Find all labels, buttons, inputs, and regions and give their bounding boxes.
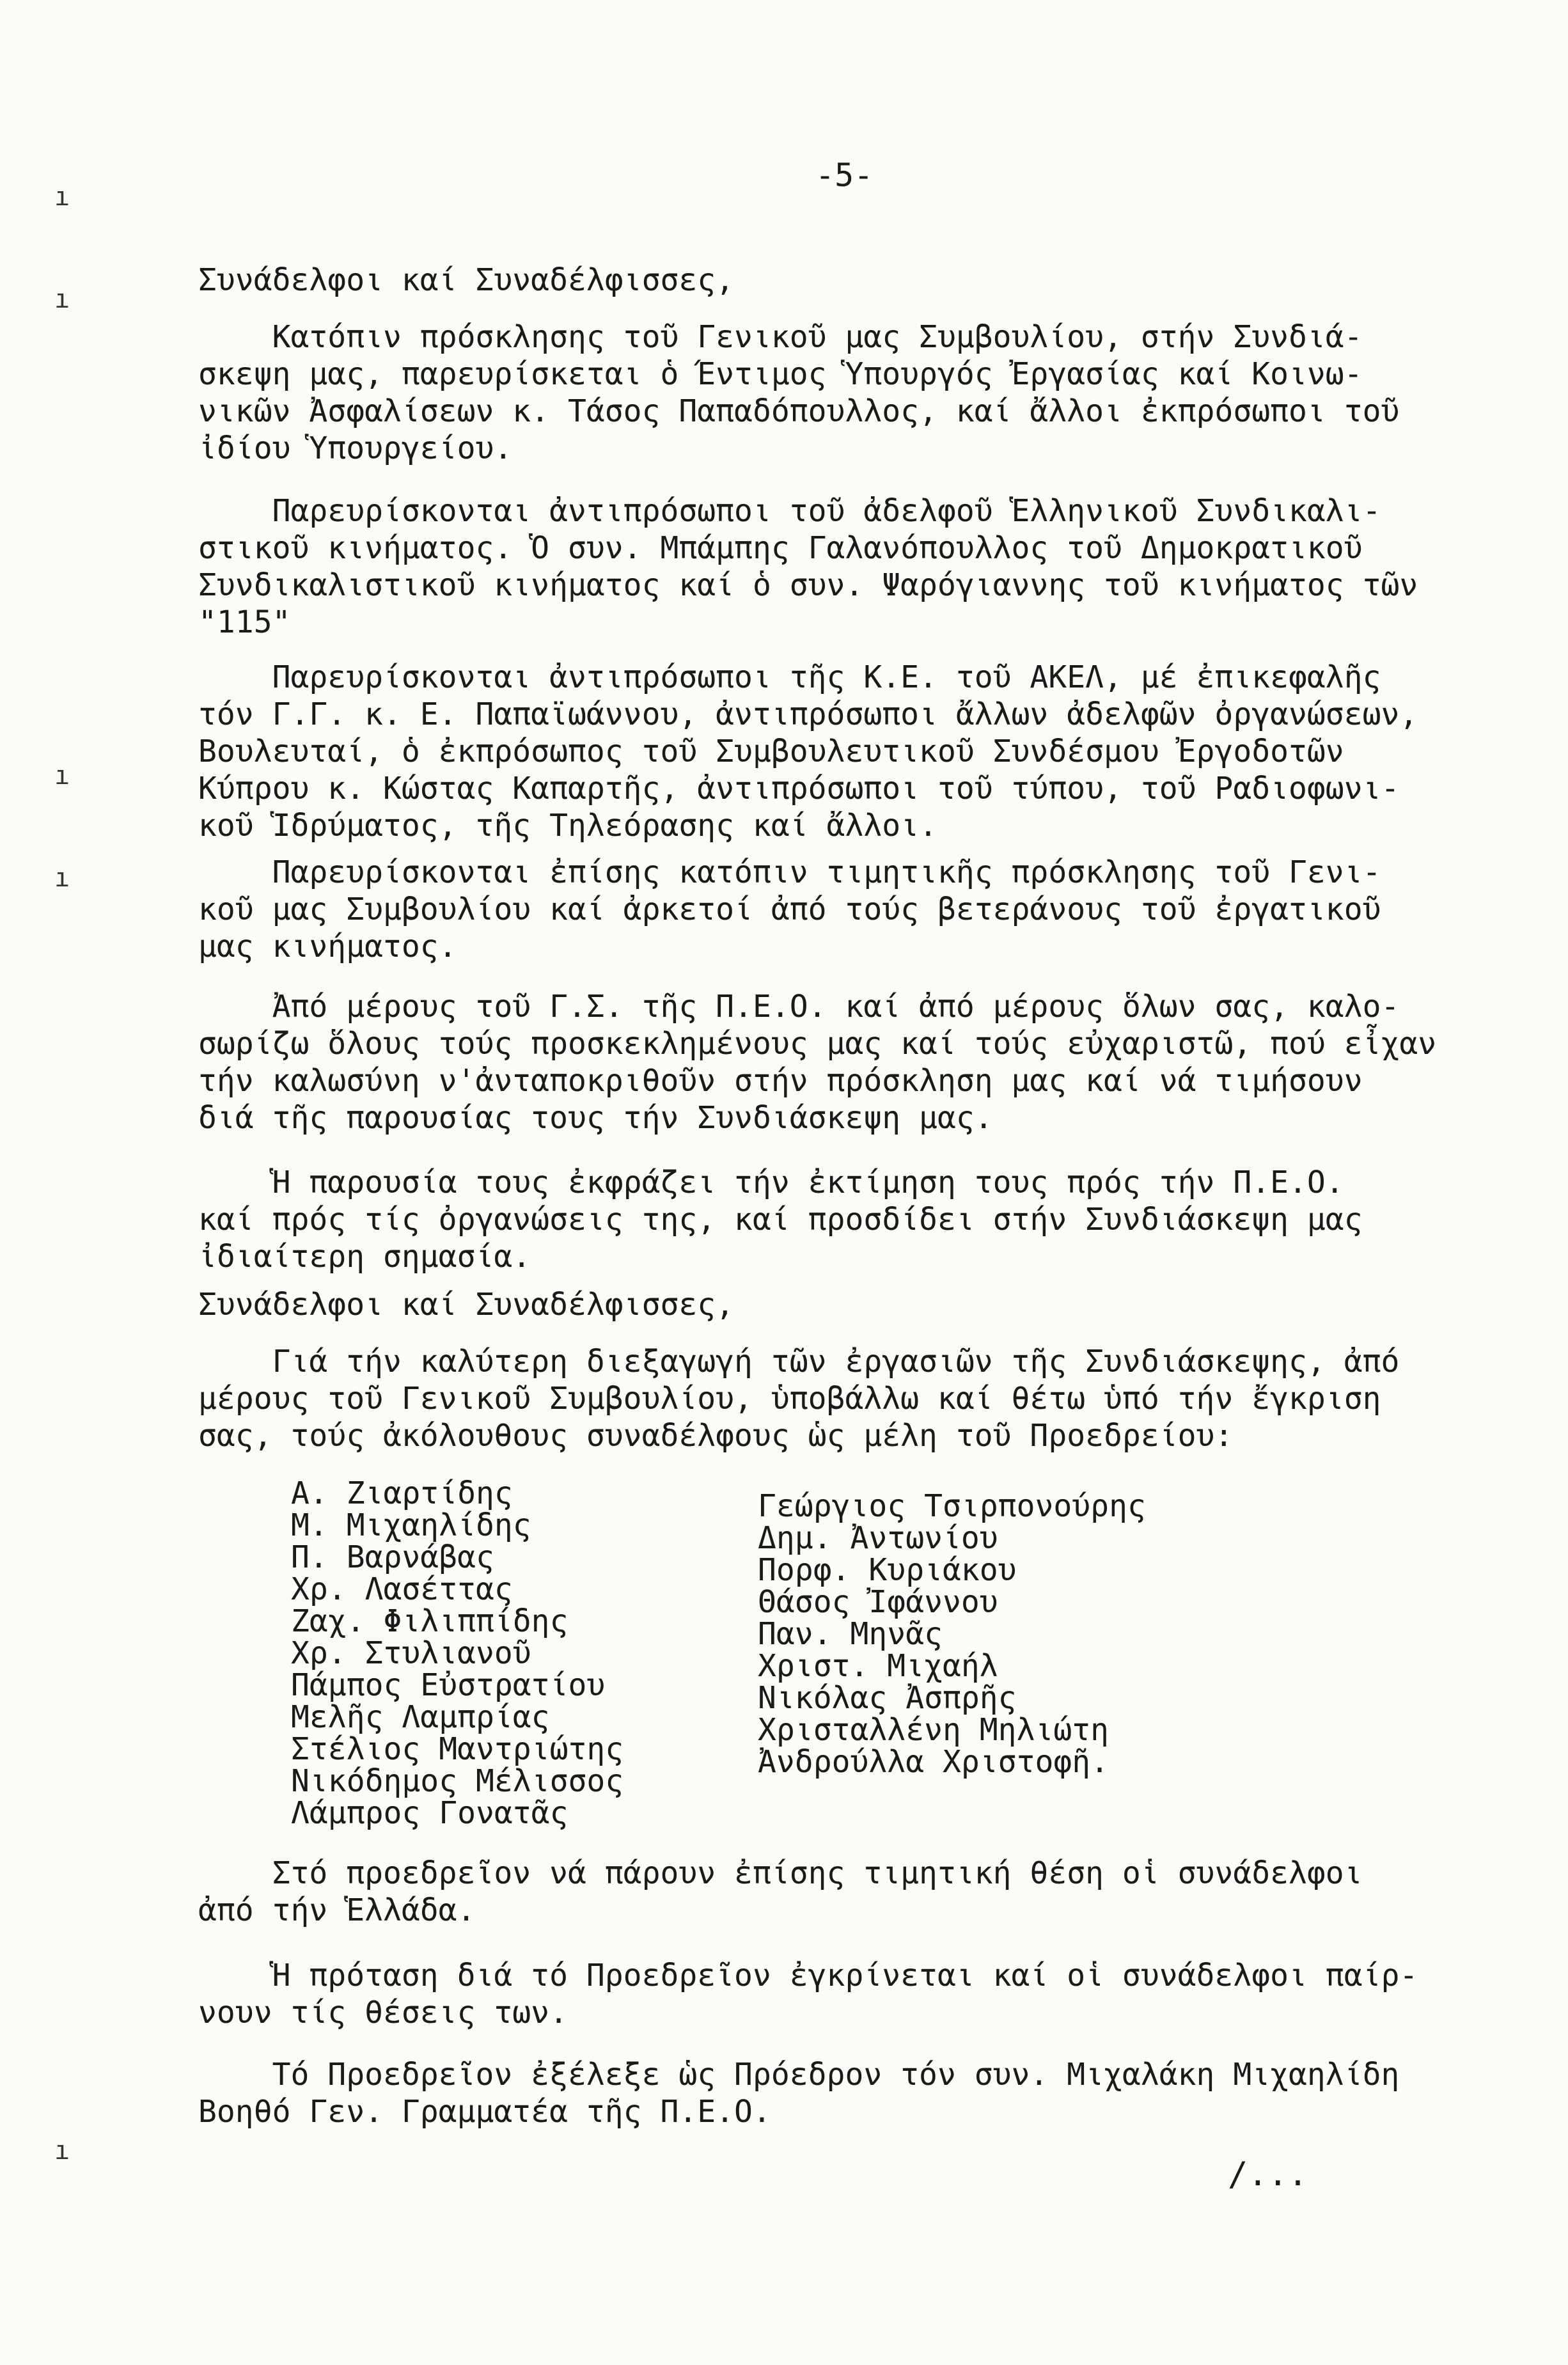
text-line: μας κινήματος.	[198, 929, 457, 964]
member-name: Παν. Μηνᾶς	[758, 1616, 943, 1652]
continuation-mark: /...	[1228, 2155, 1308, 2194]
text-line: "115"	[198, 604, 291, 640]
member-name: Ἀνδρούλλα Χριστοφῆ.	[758, 1744, 1109, 1780]
member-name: Στέλιος Μαντριώτης	[291, 1731, 624, 1767]
text-line: κοῦ μας Συμβουλίου καί ἀρκετοί ἀπό τούς βετεράνους τοῦ ἐργατικοῦ	[198, 892, 1381, 927]
members-left-column	[291, 1477, 623, 1829]
salutation: Συνάδελφοι καί Συναδέλφισσες,	[198, 262, 735, 298]
text-line: μέρους τοῦ Γενικοῦ Συμβουλίου, ὑποβάλλω καί θέτω ὑπό τήν ἔγκριση	[198, 1381, 1381, 1417]
text-line: Βουλευταί, ὁ ἐκπρόσωπος τοῦ Συμβουλευτικοῦ Συνδέσμου Ἐργοδοτῶν	[198, 734, 1344, 769]
text-line: Ἡ πρόταση διά τό Προεδρεῖον ἐγκρίνεται καί οἱ συνάδελφοι παίρ-	[198, 1958, 1418, 1993]
paragraph-6	[198, 1164, 1509, 1275]
paragraph-3	[198, 659, 1509, 844]
text-line: διά τῆς παρουσίας τους τήν Συνδιάσκεψη μας.	[198, 1100, 993, 1136]
text-line: Παρευρίσκονται ἐπίσης κατόπιν τιμητικῆς πρόσκλησης τοῦ Γενι-	[198, 854, 1381, 890]
text-line: Γιά τήν καλύτερη διεξαγωγή τῶν ἐργασιῶν τῆς Συνδιάσκεψης, ἀπό	[198, 1344, 1400, 1379]
margin-mark: ı	[54, 863, 70, 893]
member-name: Πάμπος Εὐστρατίου	[291, 1667, 606, 1703]
closing-paragraph-1	[198, 1855, 1509, 1929]
text-line: Κατόπιν πρόσκλησης τοῦ Γενικοῦ μας Συμβουλίου, στήν Συνδιά-	[198, 319, 1363, 355]
member-name: Δημ. Ἀντωνίου	[758, 1520, 998, 1556]
member-name: Π. Βαρνάβας	[291, 1539, 494, 1575]
text-line: νουν τίς θέσεις των.	[198, 1995, 568, 2031]
text-line: Συνδικαλιστικοῦ κινήματος καί ὁ συν. Ψαρόγιαννης τοῦ κινήματος τῶν	[198, 567, 1418, 603]
text-line: σωρίζω ὅλους τούς προσκεκλημένους μας καί τούς εὐχαριστῶ, πού εἶχαν	[198, 1026, 1437, 1062]
paragraph-2	[198, 492, 1509, 641]
text-line: Παρευρίσκονται ἀντιπρόσωποι τοῦ ἀδελφοῦ Ἑλληνικοῦ Συνδικαλι-	[198, 493, 1381, 529]
paragraph-4	[198, 854, 1509, 965]
closing-paragraph-2	[198, 1957, 1509, 2031]
paragraph-1	[198, 318, 1509, 467]
member-name: Νικόλας Ἀσπρῆς	[758, 1680, 1017, 1716]
text-line: σκεψη μας, παρευρίσκεται ὁ Έντιμος Ὑπουργός Ἐργασίας καί Κοινω-	[198, 356, 1363, 392]
paragraph-5	[198, 988, 1509, 1136]
proposal-paragraph	[198, 1343, 1509, 1454]
margin-mark: ı	[54, 2136, 70, 2165]
text-line: Στό προεδρεῖον νά πάρουν ἐπίσης τιμητική θέση οἱ συνάδελφοι	[198, 1855, 1363, 1891]
text-line: στικοῦ κινήματος. Ὁ συν. Μπάμπης Γαλανόπουλλος τοῦ Δημοκρατικοῦ	[198, 530, 1363, 566]
text-line: καί πρός τίς ὀργανώσεις της, καί προσδίδει στήν Συνδιάσκεψη μας	[198, 1202, 1363, 1238]
member-name: Νικόδημος Μέλισσος	[291, 1763, 624, 1799]
member-name: Μ. Μιχαηλίδης	[291, 1507, 531, 1543]
member-name: Μελῆς Λαμπρίας	[291, 1699, 550, 1735]
text-line: τήν καλωσύνη ν'ἀνταποκριθοῦν στήν πρόσκληση μας καί νά τιμήσουν	[198, 1063, 1363, 1099]
text-line: Ἡ παρουσία τους ἐκφράζει τήν ἐκτίμηση τους πρός τήν Π.Ε.Ο.	[198, 1165, 1344, 1200]
margin-mark: ı	[54, 182, 70, 212]
text-line: ἰδιαίτερη σημασία.	[198, 1239, 531, 1275]
member-name: Θάσος Ἰφάννου	[758, 1584, 998, 1620]
member-name: Α. Ζιαρτίδης	[291, 1475, 513, 1511]
closing-paragraph-3	[198, 2056, 1509, 2130]
text-line: Βοηθό Γεν. Γραμματέα τῆς Π.Ε.Ο.	[198, 2094, 771, 2130]
text-line: κοῦ Ἱδρύματος, τῆς Τηλεόρασης καί ἄλλοι.	[198, 808, 937, 844]
salutation: Συνάδελφοι καί Συναδέλφισσες,	[198, 1287, 735, 1323]
member-name: Ζαχ. Φιλιππίδης	[291, 1603, 568, 1639]
member-name: Χρ. Στυλιανοῦ	[291, 1635, 531, 1671]
margin-mark: ı	[54, 285, 70, 314]
text-line: Παρευρίσκονται ἀντιπρόσωποι τῆς Κ.Ε. τοῦ ΑΚΕΛ, μέ ἐπικεφαλῆς	[198, 659, 1381, 695]
member-name: Χρ. Λασέττας	[291, 1571, 513, 1607]
member-name: Χρισταλλένη Μηλιώτη	[758, 1712, 1109, 1748]
member-name: Χριστ. Μιχαήλ	[758, 1648, 998, 1684]
text-line: Ἀπό μέρους τοῦ Γ.Σ. τῆς Π.Ε.Ο. καί ἀπό μέρους ὅλων σας, καλο-	[198, 989, 1400, 1025]
member-name: Λάμπρος Γονατᾶς	[291, 1795, 568, 1831]
text-line: ἀπό τήν Ἑλλάδα.	[198, 1892, 476, 1928]
text-line: Κύπρου κ. Κώστας Καπαρτῆς, ἀντιπρόσωποι τοῦ τύπου, τοῦ Ραδιοφωνι-	[198, 771, 1400, 806]
text-line: Τό Προεδρεῖον ἐξέλεξε ὡς Πρόεδρον τόν συν. Μιχαλάκη Μιχαηλίδη	[198, 2057, 1400, 2093]
page-number: -5-	[815, 157, 874, 194]
member-name: Γεώργιος Τσιρπονούρης	[758, 1488, 1146, 1524]
margin-mark: ı	[54, 761, 70, 790]
text-line: νικῶν Ἀσφαλίσεων κ. Τάσος Παπαδόπουλλος, καί ἄλλοι ἐκπρόσωποι τοῦ	[198, 393, 1400, 429]
members-right-column	[758, 1490, 1146, 1778]
text-line: σας, τούς ἀκόλουθους συναδέλφους ὡς μέλη τοῦ Προεδρείου:	[198, 1418, 1234, 1454]
text-line: ἰδίου Ὑπουργείου.	[198, 430, 513, 466]
member-name: Πορφ. Κυριάκου	[758, 1552, 1017, 1588]
text-line: τόν Γ.Γ. κ. Ε. Παπαϊωάννου, ἀντιπρόσωποι ἄλλων ἀδελφῶν ὀργανώσεων,	[198, 696, 1418, 732]
